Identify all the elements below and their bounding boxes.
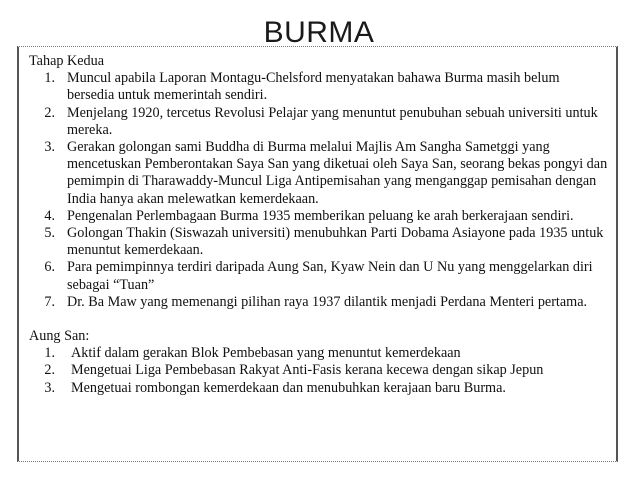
list-item: [29, 345, 610, 362]
item-text: Dr. Ba Maw yang memenangi pilihan raya 1937 dilantik menjadi Perdana Menteri pertama.: [67, 293, 588, 310]
list-item: [29, 208, 610, 225]
section-tahap-kedua: [29, 53, 610, 311]
list-item: [29, 70, 610, 104]
numbered-list: [29, 345, 610, 397]
item-text: Golongan Thakin (Siswazah universiti) menubuhkan Parti Dobama Asiayone pada 1935 untuk menuntut kemerdekaan.: [67, 225, 604, 259]
section-spacer: [29, 311, 610, 328]
list-item: [29, 259, 610, 293]
slide-title: BURMA: [263, 16, 375, 49]
item-text: Menjelang 1920, tercetus Revolusi Pelajar yang menuntut penubuhan sebuah universiti untuk mereka.: [67, 104, 598, 138]
item-text: Muncul apabila Laporan Montagu-Chelsford menyatakan bahawa Burma masih belum bersedia untuk memerintah sendiri.: [67, 70, 560, 104]
list-item: [29, 294, 610, 311]
item-text: Gerakan golongan sami Buddha di Burma melalui Majlis Am Sangha Sametggi yang mencetuskan Pemberontakan Saya San yang diketuai oleh Saya San, seorang bekas pongyi dan pemimpin di Tharawaddy-Muncul Liga Antipemisahan yang menganggap pemisahan dengan India hanya akan melewatkan kemerdekaan.: [67, 139, 608, 207]
item-number: 7.: [44, 293, 55, 310]
item-number: 3.: [44, 379, 55, 396]
item-number: 1.: [44, 70, 55, 87]
item-number: 4.: [44, 207, 55, 224]
list-item: [29, 105, 610, 139]
list-item: [29, 225, 610, 259]
item-text: Mengetuai rombongan kemerdekaan dan menubuhkan kerajaan baru Burma.: [71, 379, 506, 396]
item-text: Mengetuai Liga Pembebasan Rakyat Anti-Fasis kerana kecewa dengan sikap Jepun: [71, 362, 544, 379]
document-excerpt: [17, 46, 618, 462]
item-number: 5.: [44, 225, 55, 242]
section-aung-san: [29, 328, 610, 397]
section-heading: Tahap Kedua: [29, 53, 105, 69]
numbered-list: [29, 70, 610, 311]
item-number: 2.: [44, 362, 55, 379]
item-number: 3.: [44, 139, 55, 156]
item-number: 2.: [44, 104, 55, 121]
item-number: 6.: [44, 259, 55, 276]
list-item: [29, 362, 610, 379]
item-text: Pengenalan Perlembagaan Burma 1935 memberikan peluang ke arah berkerajaan sendiri.: [67, 207, 574, 224]
item-text: Para pemimpinnya terdiri daripada Aung San, Kyaw Nein dan U Nu yang menggelarkan diri sebagai “Tuan”: [67, 259, 593, 293]
section-heading: Aung San:: [29, 328, 90, 345]
list-item: [29, 380, 610, 397]
item-number: 1.: [44, 345, 55, 362]
list-item: [29, 139, 610, 208]
item-text: Aktif dalam gerakan Blok Pembebasan yang menuntut kemerdekaan: [71, 345, 461, 362]
